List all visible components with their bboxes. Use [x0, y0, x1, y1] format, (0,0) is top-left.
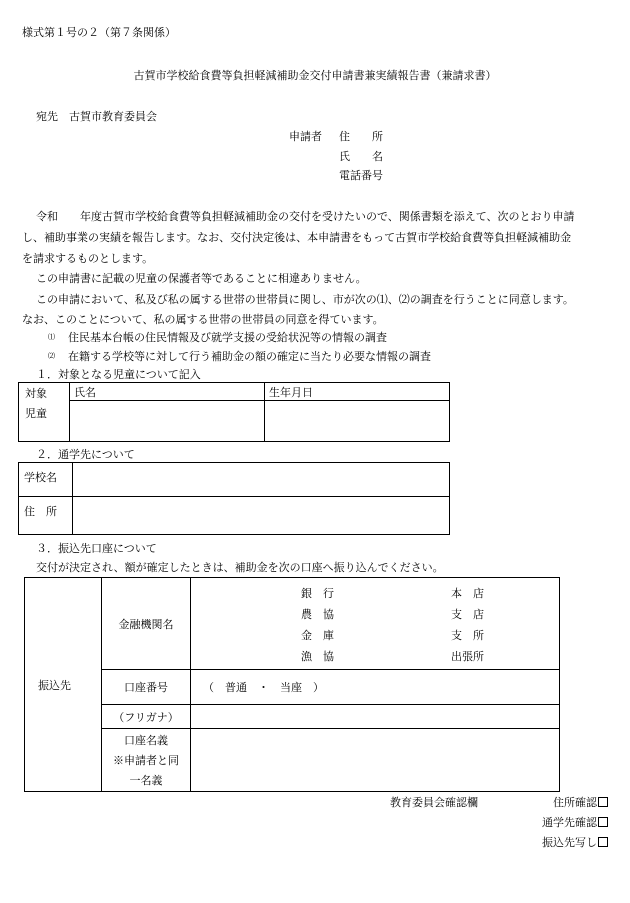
child-name-header: 氏名: [70, 383, 265, 401]
body-line-4: この申請書に記載の児童の保護者等であることに相違ありません。: [36, 272, 367, 285]
checkbox-icon[interactable]: [598, 837, 608, 847]
account-holder-label-3: 一名義: [129, 774, 163, 787]
item-2: 在籍する学校等に対して行う補助金の額の確定に当たり必要な情報の調査: [68, 350, 431, 363]
school-address-label: 住 所: [19, 497, 73, 535]
account-type: （ 普通 ・ 当座 ）: [203, 681, 324, 694]
branch-type-head: 本 店: [451, 587, 484, 600]
confirm-school: [542, 814, 608, 830]
child-birthdate-field[interactable]: [265, 401, 450, 442]
school-name-label: 学校名: [19, 463, 73, 497]
bank-table: [24, 577, 560, 792]
account-holder-label-1: 口座名義: [124, 734, 168, 747]
branch-type-office: 出張所: [451, 650, 484, 663]
kana-field[interactable]: [191, 705, 560, 729]
school-name-field[interactable]: [73, 463, 450, 497]
bank-type-credit: 金 庫: [301, 629, 334, 642]
checkbox-icon[interactable]: [598, 797, 608, 807]
confirm-bank-copy-label: 振込先写し: [542, 836, 597, 849]
account-number-field[interactable]: [191, 670, 560, 705]
bank-type-list: [301, 583, 334, 667]
school-address-field[interactable]: [73, 497, 450, 535]
addressee: 宛先 古賀市教育委員会: [36, 110, 157, 123]
document-title: 古賀市学校給食費等負担軽減補助金交付申請書兼実績報告書（兼請求書）: [133, 69, 497, 82]
section-2-heading: ２．通学先について: [36, 448, 135, 461]
checkbox-icon[interactable]: [598, 817, 608, 827]
school-table: [18, 462, 450, 535]
confirm-address-label: 住所確認: [553, 796, 597, 809]
body-line-1: 令和 年度古賀市学校給食費等負担軽減補助金の交付を受けたいので、関係書類を添えて、次のとおり申請: [36, 210, 575, 223]
item-1-number: ⑴: [48, 333, 55, 341]
form-number: 様式第１号の２（第７条関係）: [22, 26, 176, 39]
branch-type-list: [451, 583, 484, 667]
child-table: [18, 382, 450, 442]
body-line-3: を請求するものとします。: [22, 252, 154, 265]
bank-name-label: 金融機関名: [102, 578, 191, 670]
kana-label: （フリガナ）: [102, 705, 191, 729]
account-holder-label-2: ※申請者と同: [113, 754, 179, 767]
body-line-5: この申請において、私及び私の属する世帯の世帯員に関し、市が次の⑴、⑵の調査を行うことに同意します。: [36, 293, 574, 306]
applicant-phone-label: 電話番号: [339, 169, 383, 182]
section-3-note: 交付が決定され、額が確定したときは、補助金を次の口座へ振り込んでください。: [36, 561, 444, 574]
bank-type-bank: 銀 行: [301, 587, 334, 600]
transfer-label: 振込先: [25, 578, 102, 792]
body-line-6: なお、このことについて、私の属する世帯の世帯員の同意を得ています。: [22, 313, 384, 326]
child-label-1: 対象: [25, 387, 47, 400]
child-name-field[interactable]: [70, 401, 265, 442]
applicant-name-label: 氏 名: [339, 150, 383, 163]
section-1-heading: １．対象となる児童について記入: [36, 368, 201, 381]
applicant-label: 申請者: [289, 130, 322, 143]
item-1: 住民基本台帳の住民情報及び就学支援の受給状況等の情報の調査: [68, 331, 387, 344]
body-line-2: し、補助事業の実績を報告します。なお、交付決定後は、本申請書をもって古賀市学校給食費等負担軽減補助金: [22, 231, 572, 244]
account-holder-label: [102, 729, 191, 792]
bank-type-agri-coop: 農 協: [301, 608, 334, 621]
account-number-label: 口座番号: [102, 670, 191, 705]
section-3-heading: ３．振込先口座について: [36, 542, 157, 555]
confirm-bank-copy: [542, 834, 608, 850]
child-birthdate-header: 生年月日: [265, 383, 450, 401]
confirm-label: 教育委員会確認欄: [390, 796, 478, 809]
account-holder-field[interactable]: [191, 729, 560, 792]
bank-type-fishery-coop: 漁 協: [301, 650, 334, 663]
child-label-2: 児童: [25, 407, 47, 420]
confirm-address: [553, 794, 608, 810]
confirm-school-label: 通学先確認: [542, 816, 597, 829]
bank-name-field[interactable]: [191, 578, 560, 670]
branch-type-sub-branch: 支 所: [451, 629, 484, 642]
item-2-number: ⑵: [48, 352, 55, 360]
branch-type-branch: 支 店: [451, 608, 484, 621]
child-label-cell: [19, 383, 70, 442]
applicant-address-label: 住 所: [339, 130, 383, 143]
